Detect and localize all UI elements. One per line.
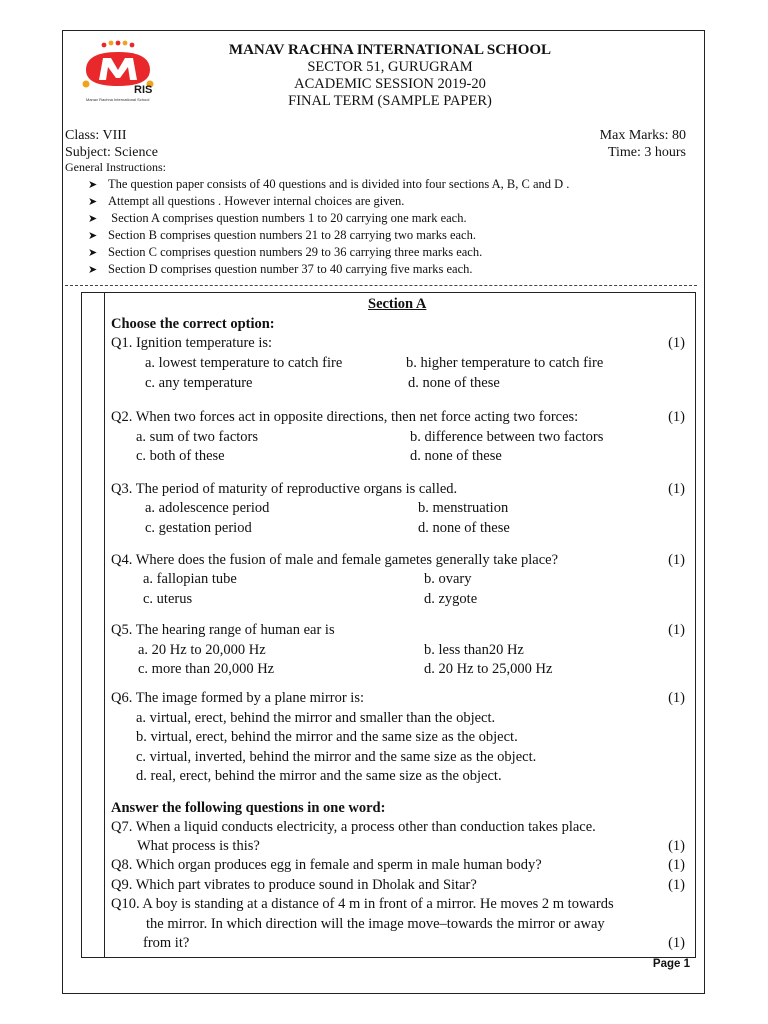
option-d: d. none of these — [418, 520, 510, 536]
arrow-bullet-icon: ➤ — [88, 247, 98, 259]
class-label: Class: VIII — [65, 128, 127, 143]
question-marks: (1) — [668, 935, 685, 951]
question-text-continued: the mirror. In which direction will the image move–towards the mirror or away — [146, 916, 605, 932]
question-marks: (1) — [668, 335, 685, 351]
option-a: a. virtual, erect, behind the mirror and smaller than the object. — [136, 710, 496, 726]
instruction-item: ➤ Section A comprises question numbers 1 to 20 carrying one mark each. — [88, 210, 467, 228]
arrow-bullet-icon: ➤ — [88, 230, 98, 242]
question-marks: (1) — [668, 409, 685, 425]
question-text-continued: What process is this? — [137, 838, 260, 854]
option-d: d. zygote — [424, 591, 478, 607]
school-sector: SECTOR 51, GURUGRAM — [307, 59, 473, 75]
max-marks: Max Marks: 80 — [599, 128, 686, 143]
question-text: Q9. Which part vibrates to produce sound in Dholak and Sitar? — [111, 877, 477, 893]
svg-text:Manav Rachna International Sch: Manav Rachna International School — [86, 97, 150, 102]
school-logo — [72, 40, 172, 104]
question-marks: (1) — [668, 857, 685, 873]
arrow-bullet-icon: ➤ — [88, 179, 98, 191]
academic-session: ACADEMIC SESSION 2019-20 — [294, 76, 486, 92]
page-number: Page 1 — [652, 958, 690, 970]
question-marks: (1) — [668, 838, 685, 854]
option-a: a. lowest temperature to catch fire — [145, 355, 343, 371]
option-c: c. both of these — [136, 448, 225, 464]
question-text: Q6. The image formed by a plane mirror is: — [111, 690, 365, 706]
option-b: b. less than20 Hz — [424, 642, 524, 658]
question-marks: (1) — [668, 690, 685, 706]
instruction-item: ➤ The question paper consists of 40 questions and is divided into four sections A, B, C and D . — [88, 176, 569, 194]
option-d: d. none of these — [408, 375, 500, 391]
question-text-continued: from it? — [143, 935, 190, 951]
option-c: c. gestation period — [145, 520, 252, 536]
question-text: Q5. The hearing range of human ear is — [111, 622, 335, 638]
subject-label: Subject: Science — [65, 145, 158, 160]
option-d: d. 20 Hz to 25,000 Hz — [424, 661, 553, 677]
option-c: c. uterus — [143, 591, 193, 607]
table-column-divider — [104, 292, 105, 958]
question-marks: (1) — [668, 877, 685, 893]
option-b: b. menstruation — [418, 500, 509, 516]
instruction-item: ➤ Section C comprises question numbers 29 to 36 carrying three marks each. — [88, 244, 482, 262]
option-c: c. more than 20,000 Hz — [138, 661, 275, 677]
instruction-item: ➤ Section B comprises question numbers 21 to 28 carrying two marks each. — [88, 227, 476, 245]
time-allowed: Time: 3 hours — [607, 145, 686, 160]
question-marks: (1) — [668, 552, 685, 568]
instruction-item: ➤ Section D comprises question number 37 to 40 carrying five marks each. — [88, 261, 473, 279]
question-marks: (1) — [668, 622, 685, 638]
question-text: Q2. When two forces act in opposite directions, then net force acting two forces: — [111, 409, 579, 425]
question-text: Q3. The period of maturity of reproductive organs is called. — [111, 481, 458, 497]
option-b: b. difference between two factors — [410, 429, 604, 445]
option-b: b. higher temperature to catch fire — [406, 355, 604, 371]
option-a: a. adolescence period — [145, 500, 270, 516]
part1-heading: Choose the correct option: — [111, 316, 275, 332]
arrow-bullet-icon: ➤ — [88, 264, 98, 276]
exam-term: FINAL TERM (SAMPLE PAPER) — [288, 93, 492, 109]
question-text: Q1. Ignition temperature is: — [111, 335, 273, 351]
school-name: MANAV RACHNA INTERNATIONAL SCHOOL — [228, 42, 552, 58]
instruction-item: ➤ Attempt all questions . However internal choices are given. — [88, 193, 404, 211]
question-text: Q8. Which organ produces egg in female and sperm in male human body? — [111, 857, 542, 873]
instructions-title: General Instructions: — [65, 160, 166, 174]
option-d: d. none of these — [410, 448, 502, 464]
option-d: d. real, erect, behind the mirror and the same size as the object. — [136, 768, 502, 784]
dashed-separator — [65, 285, 697, 286]
svg-text:RIS: RIS — [134, 84, 153, 96]
arrow-bullet-icon: ➤ — [88, 213, 98, 225]
part2-heading: Answer the following questions in one word: — [111, 800, 386, 816]
option-a: a. sum of two factors — [136, 429, 259, 445]
question-text: Q4. Where does the fusion of male and female gametes generally take place? — [111, 552, 559, 568]
option-b: b. ovary — [424, 571, 472, 587]
option-a: a. 20 Hz to 20,000 Hz — [138, 642, 266, 658]
section-a-title: Section A — [368, 296, 427, 312]
question-text: Q7. When a liquid conducts electricity, a process other than conduction takes place. — [111, 819, 596, 835]
option-c: c. virtual, inverted, behind the mirror and the same size as the object. — [136, 749, 537, 765]
option-a: a. fallopian tube — [143, 571, 237, 587]
option-b: b. virtual, erect, behind the mirror and the same size as the object. — [136, 729, 518, 745]
option-c: c. any temperature — [145, 375, 253, 391]
question-marks: (1) — [668, 481, 685, 497]
question-text: Q10. A boy is standing at a distance of 4 m in front of a mirror. He moves 2 m towards — [111, 896, 614, 912]
arrow-bullet-icon: ➤ — [88, 196, 98, 208]
